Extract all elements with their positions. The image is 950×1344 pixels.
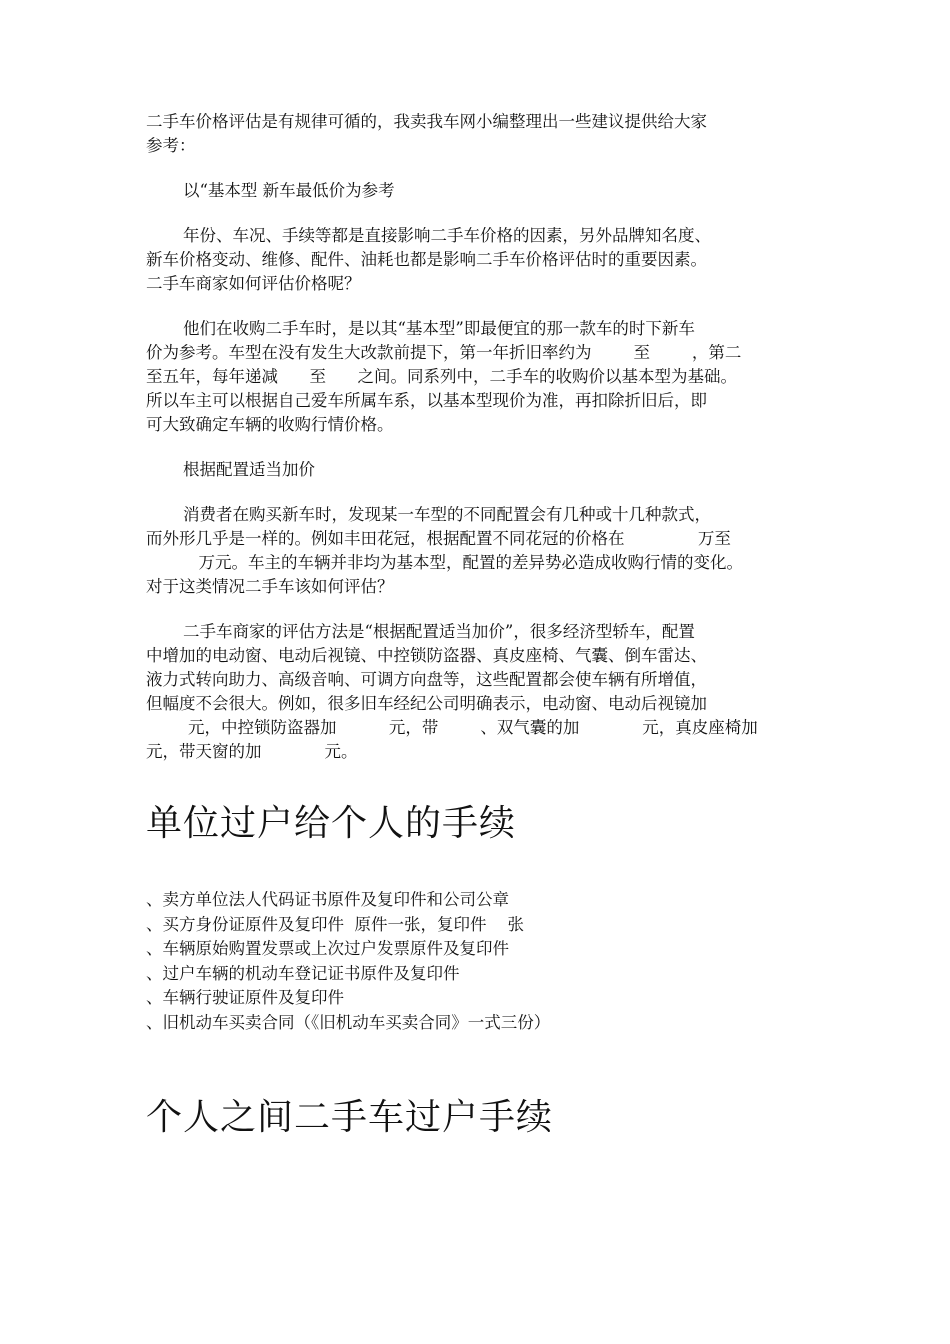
unit-transfer-list — [146, 888, 550, 1035]
text-line: 年份、车况、手续等都是直接影响二手车价格的因素，另外品牌知名度、 — [183, 226, 711, 245]
basic-model-paragraph — [146, 317, 810, 437]
section-title-config — [146, 458, 810, 482]
text-line: 二手车价格评估是有规律可循的，我卖我车网小编整理出一些建议提供给大家 — [146, 112, 707, 131]
text-line: 可大致确定车辆的收购行情价格。 — [146, 415, 394, 434]
factors-paragraph — [146, 224, 810, 296]
text-line: 参考： — [146, 136, 196, 155]
heading-personal-transfer: 个人之间二手车过户手续 — [146, 1097, 554, 1138]
section-title-text: 根据配置适当加价 — [183, 460, 315, 479]
list-item: 、买方身份证原件及复印件 原件一张，复印件 张 — [146, 914, 524, 934]
text-line: 对于这类情况二手车该如何评估？ — [146, 577, 394, 596]
text-line: 中增加的电动窗、电动后视镜、中控锁防盗器、真皮座椅、气囊、倒车雷达、 — [146, 646, 707, 665]
text-line: 价为参考。车型在没有发生大改款前提下，第一年折旧率约为 至 ，第二 — [146, 343, 742, 362]
list-item: 、车辆原始购置发票或上次过户发票原件及复印件 — [146, 939, 509, 958]
text-line: 但幅度不会很大。例如，很多旧车经纪公司明确表示，电动窗、电动后视镜加 — [146, 694, 707, 713]
text-line: 消费者在购买新车时，发现某一车型的不同配置会有几种或十几种款式， — [183, 505, 711, 524]
text-line: 万元。车主的车辆并非均为基本型，配置的差异势必造成收购行情的变化。 — [146, 553, 743, 572]
text-line: 元，带天窗的加 元。 — [146, 742, 358, 761]
list-item: 、车辆行驶证原件及复印件 — [146, 988, 344, 1007]
text-line: 新车价格变动、维修、配件、油耗也都是影响二手车价格评估时的重要因素。 — [146, 250, 707, 269]
document-body — [146, 110, 810, 785]
list-item: 、卖方单位法人代码证书原件及复印件和公司公章 — [146, 890, 509, 909]
text-line: 二手车商家的评估方法是“根据配置适当加价”，很多经济型轿车，配置 — [183, 622, 695, 641]
list-item: 、过户车辆的机动车登记证书原件及复印件 — [146, 963, 460, 983]
text-line: 元，中控锁防盗器加 元，带 、双气囊的加 元，真皮座椅加 — [146, 718, 758, 737]
section-title-text: 以“基本型 新车最低价为参考 — [183, 181, 395, 200]
section-title-basic-model — [146, 179, 810, 203]
list-item: 、旧机动车买卖合同（《旧机动车买卖合同》一式三份） — [146, 1012, 551, 1032]
text-line: 而外形几乎是一样的。例如丰田花冠，根据配置不同花冠的价格在 万至 — [146, 529, 731, 548]
text-line: 二手车商家如何评估价格呢？ — [146, 274, 361, 293]
text-line: 液力式转向助力、高级音响、可调方向盘等，这些配置都会使车辆有所增值， — [146, 670, 707, 689]
config-paragraph — [146, 503, 810, 599]
heading-unit-transfer: 单位过户给个人的手续 — [146, 803, 517, 844]
text-line: 所以车主可以根据自己爱车所属车系，以基本型现价为准，再扣除折旧后，即 — [146, 391, 707, 410]
intro-paragraph — [146, 110, 810, 158]
text-line: 至五年，每年递减 至 之间。同系列中，二手车的收购价以基本型为基础。 — [146, 367, 737, 386]
text-line: 他们在收购二手车时，是以其“基本型”即最便宜的那一款车的时下新车 — [183, 319, 695, 338]
method-paragraph — [146, 620, 810, 764]
